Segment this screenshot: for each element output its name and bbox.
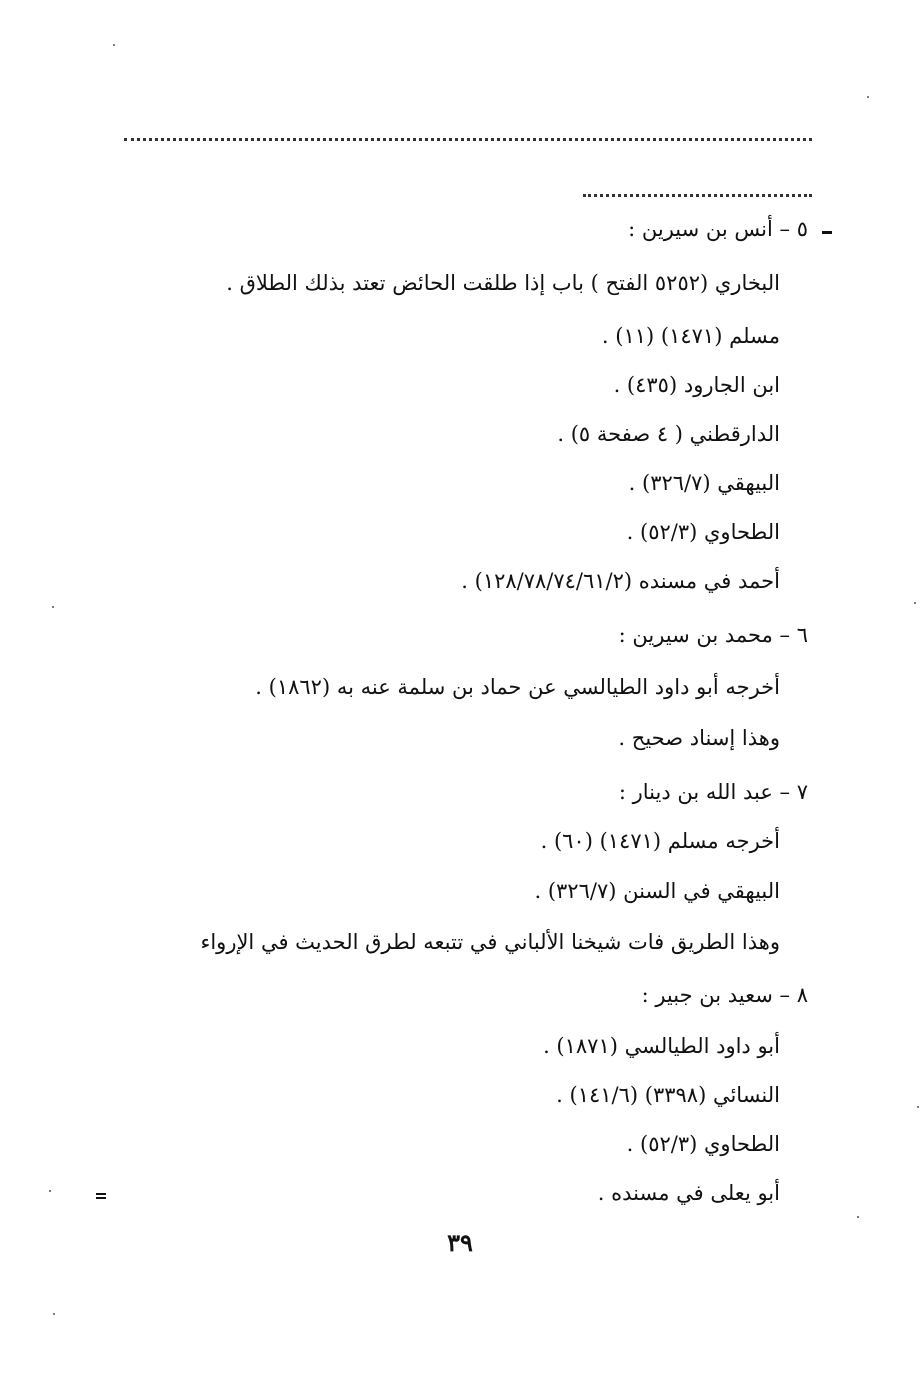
reference-line: البخاري (٥٢٥٢ الفتح ) باب إذا طلقت الحائض تعتد بذلك الطلاق . [226, 271, 780, 295]
reference-line: الدارقطني ( ٤ صفحة ٥) . [557, 422, 780, 446]
scan-speck [917, 1106, 919, 1108]
reference-line: أخرجه مسلم (١٤٧١) (٦٠) . [540, 829, 780, 853]
margin-mark-left [96, 1193, 106, 1195]
commentary-line: وهذا الطريق فات شيخنا الألباني في تتبعه لطرق الحديث في الإرواء [200, 930, 780, 954]
reference-line: أخرجه أبو داود الطيالسي عن حماد بن سلمة عنه به (١٨٦٢) . [255, 675, 780, 699]
scan-speck [113, 44, 115, 46]
scan-speck [914, 602, 916, 604]
section-heading-abdullah: ٧ – عبد الله بن دينار : [618, 780, 808, 804]
reference-line: الطحاوي (٥٢/٣) . [626, 1132, 780, 1156]
reference-line: وهذا إسناد صحيح . [618, 726, 780, 750]
reference-line: أبو يعلى في مسنده . [597, 1181, 780, 1205]
scan-speck [867, 96, 869, 98]
scan-speck [52, 606, 54, 608]
reference-line: مسلم (١٤٧١) (١١) . [601, 324, 780, 348]
section-heading-said: ٨ – سعيد بن جبير : [641, 983, 808, 1007]
margin-bullet-mark [822, 231, 832, 234]
section-heading-muhammad: ٦ – محمد بن سيرين : [618, 623, 808, 647]
dotted-separator-long [124, 138, 812, 141]
dotted-separator-short [583, 194, 812, 197]
scan-speck [49, 1190, 51, 1192]
scan-speck [857, 1216, 859, 1218]
section-heading-anas: ٥ – أنس بن سيرين : [628, 217, 808, 241]
page-number: ٣٩ [447, 1228, 473, 1257]
reference-line: أبو داود الطيالسي (١٨٧١) . [543, 1034, 780, 1058]
reference-line: البيهقي في السنن (٣٢٦/٧) . [534, 879, 780, 903]
reference-line: الطحاوي (٥٢/٣) . [626, 520, 780, 544]
reference-line: النسائي (٣٣٩٨) (١٤١/٦) . [556, 1083, 780, 1107]
reference-line: ابن الجارود (٤٣٥) . [613, 373, 780, 397]
reference-line: البيهقي (٣٢٦/٧) . [628, 471, 780, 495]
scan-speck [53, 1313, 55, 1315]
reference-line: أحمد في مسنده (١٢٨/٧٨/٧٤/٦١/٢) . [461, 569, 780, 593]
